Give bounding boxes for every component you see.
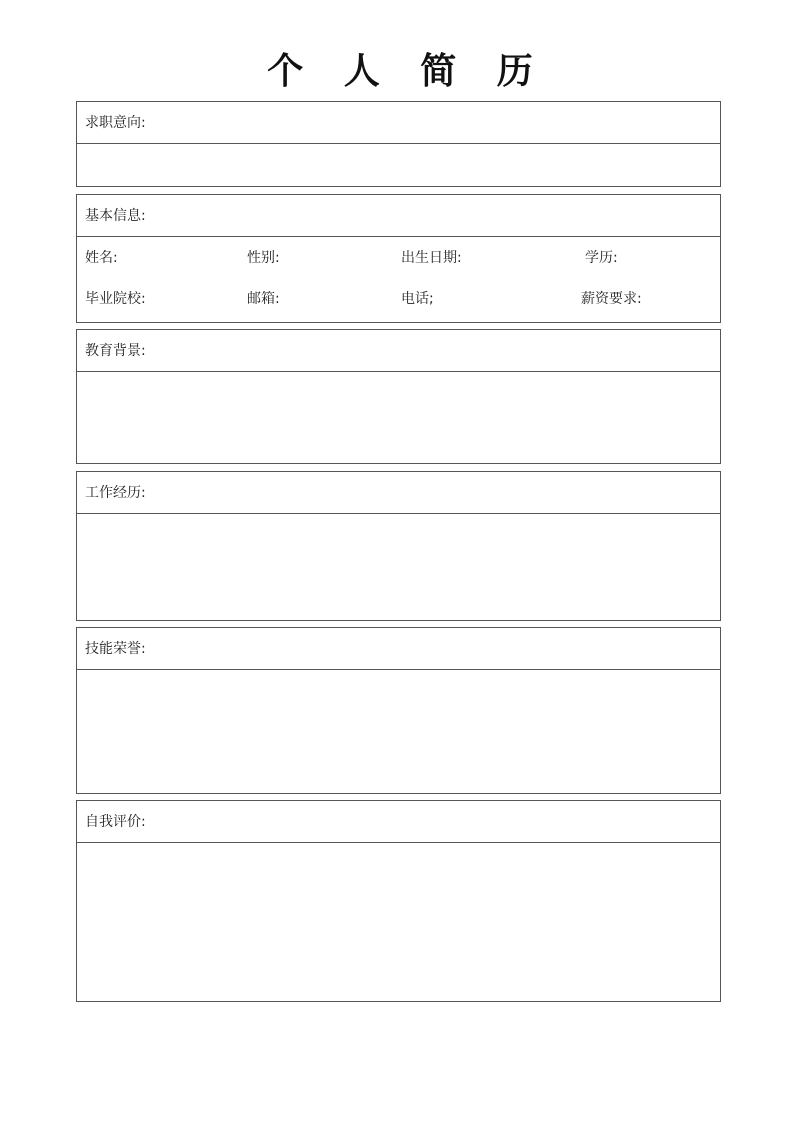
- section-header-basic-info: 基本信息:: [77, 195, 720, 237]
- section-basic-info: [76, 194, 721, 323]
- section-job-intent: [76, 101, 721, 187]
- field-label-school: 毕业院校:: [85, 291, 146, 307]
- basic-info-row-1: [77, 248, 720, 268]
- section-header-skills-honors: 技能荣誉:: [77, 628, 720, 670]
- field-label-salary: 薪资要求:: [581, 291, 642, 307]
- field-label-phone: 电话;: [401, 291, 434, 307]
- section-education: [76, 329, 721, 464]
- section-header-work-experience: 工作经历:: [77, 472, 720, 514]
- section-header-self-evaluation: 自我评价:: [77, 801, 720, 843]
- job-intent-content-area[interactable]: [77, 144, 720, 186]
- section-skills-honors: [76, 627, 721, 794]
- field-label-gender: 性别:: [247, 250, 280, 266]
- education-content-area[interactable]: [77, 372, 720, 463]
- section-header-job-intent: 求职意向:: [77, 102, 720, 144]
- section-work-experience: [76, 471, 721, 621]
- field-label-email: 邮箱:: [247, 291, 280, 307]
- basic-info-content-area: [77, 237, 720, 322]
- field-label-degree: 学历:: [585, 250, 618, 266]
- basic-info-row-2: [77, 289, 720, 309]
- section-self-evaluation: [76, 800, 721, 1002]
- self-evaluation-content-area[interactable]: [77, 843, 720, 1001]
- field-label-name: 姓名:: [85, 250, 118, 266]
- field-label-birthdate: 出生日期:: [401, 250, 462, 266]
- skills-honors-content-area[interactable]: [77, 670, 720, 793]
- section-header-education: 教育背景:: [77, 330, 720, 372]
- page-title: 个 人 简 历: [267, 51, 547, 92]
- work-experience-content-area[interactable]: [77, 514, 720, 620]
